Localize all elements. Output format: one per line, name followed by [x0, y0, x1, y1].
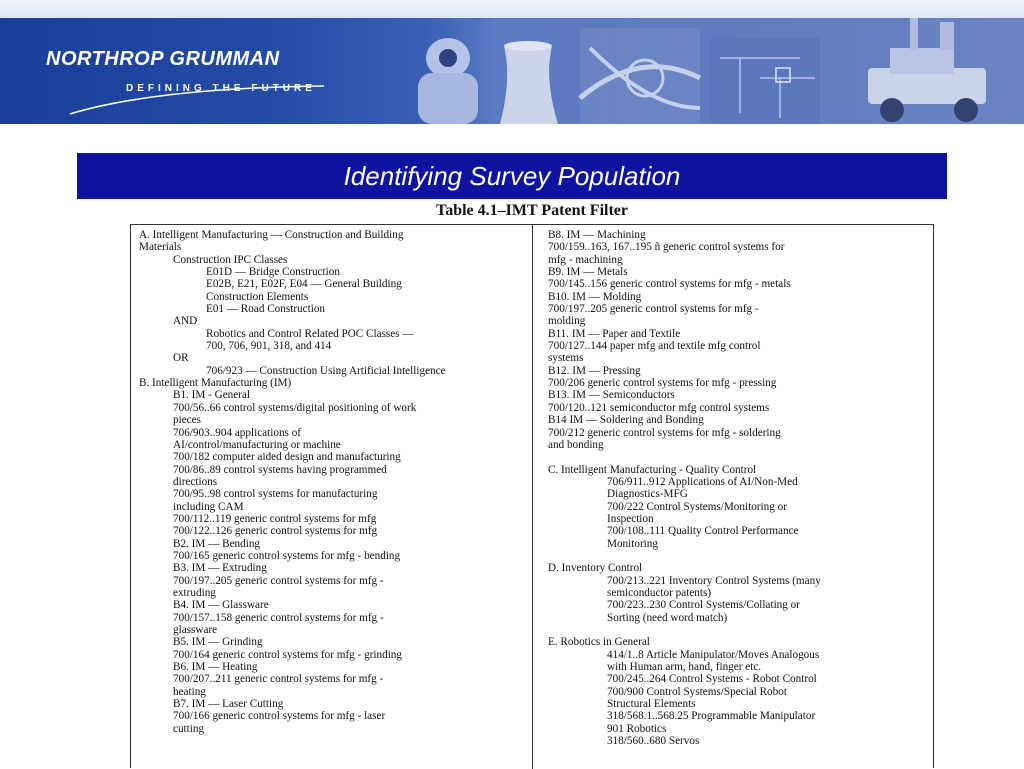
table-line: 700/166 generic control systems for mfg - laser [173, 710, 386, 723]
table-line: cutting [173, 722, 205, 735]
table-line: 700/164 generic control systems for mfg - grinding [173, 648, 402, 661]
table-line: 700/900 Control Systems/Special Robot [607, 685, 787, 698]
table-line: and bonding [548, 438, 604, 451]
table-line: 700/86..89 control systems having programmed [173, 463, 387, 476]
table-line: A. Intelligent Manufacturing — Construction and Building [139, 229, 404, 241]
table-line: E01D — Bridge Construction [206, 266, 340, 279]
table-line: Sorting (need word match) [607, 611, 728, 624]
northrop-grumman-logo [46, 48, 316, 108]
table-line: Materials [139, 241, 182, 254]
table-line: 700/207..211 generic control systems for mfg - [173, 673, 384, 686]
table-line: 700/222 Control Systems/Monitoring or [607, 500, 787, 513]
table-line: Inspection [607, 512, 654, 525]
slide-title-bar [77, 153, 947, 199]
table-line: E02B, E21, E02F, E04 — General Building [206, 278, 402, 291]
table-line: B11. IM — Paper and Textile [548, 327, 681, 340]
table-line: 700/145..156 generic control systems for mfg - metals [548, 278, 791, 291]
table-line: B3. IM — Extruding [173, 562, 267, 575]
table-line: 700, 706, 901, 318, and 414 [206, 340, 332, 353]
left-column [139, 229, 529, 735]
table-line: 700/245..264 Control Systems - Robot Control [607, 673, 817, 686]
table-line: Monitoring [607, 537, 658, 550]
table-line: 700/112..119 generic control systems for mfg [173, 512, 377, 525]
table-line: 700/120..121 semiconductor mfg control systems [548, 401, 770, 414]
table-line: 700/213..221 Inventory Control Systems (many [607, 574, 821, 587]
table-line: 318/560..680 Servos [607, 735, 700, 748]
table-line: 706/903..904 applications of [173, 426, 302, 439]
table-line: glassware [173, 624, 218, 636]
cooling-tower-icon [500, 41, 558, 124]
table-line: 700/165 generic control systems for mfg - bending [173, 549, 401, 562]
table-line: E01 — Road Construction [206, 303, 326, 316]
row-spacer [548, 451, 928, 463]
table-line: 700/182 computer aided design and manufacturing [173, 451, 401, 464]
table-line: 700/157..158 generic control systems for mfg - [173, 611, 384, 624]
table-line: 700/206 generic control systems for mfg - pressing [548, 377, 777, 390]
column-divider [532, 225, 533, 769]
table-line: systems [548, 352, 584, 365]
table-caption: Table 4.1–IMT Patent Filter [436, 202, 628, 219]
table-line: 414/1..8 Article Manipulator/Moves Analogous [607, 648, 820, 661]
table-line: mfg - machining [548, 253, 623, 266]
highway-interchange-icon [580, 28, 700, 124]
table-line: B5. IM — Grinding [173, 636, 263, 649]
table-line: 706/923 — Construction Using Artificial Intelligence [206, 364, 446, 377]
table-line: 700/122..126 generic control systems for mfg [173, 525, 378, 538]
top-strip [0, 0, 1024, 18]
table-line: including CAM [173, 500, 244, 513]
table-line: AND [173, 315, 198, 328]
table-line: 700/127..144 paper mfg and textile mfg control [548, 340, 761, 353]
table-line: 700/159..163, 167..195 ñ generic control systems for [548, 241, 785, 254]
table-line: Construction Elements [206, 290, 309, 303]
table-line: B4. IM — Glassware [173, 599, 269, 612]
table-line: 318/568.1..568.25 Programmable Manipulator [607, 710, 816, 723]
table-line: Construction IPC Classes [173, 253, 288, 266]
table-line: pieces [173, 414, 201, 427]
right-column [548, 229, 928, 747]
table-line: Robotics and Control Related POC Classes — [206, 327, 414, 340]
table-line: 700/108..111 Quality Control Performance [607, 525, 799, 538]
banner-collage-image [400, 18, 1024, 124]
table-line: 901 Robotics [607, 722, 667, 735]
table-line: 700/197..205 generic control systems for mfg - [173, 574, 384, 587]
table-line: Diagnostics-MFG [607, 488, 688, 501]
table-line: B13. IM — Semiconductors [548, 389, 675, 402]
table-line: 706/911..912 Applications of AI/Non-Med [607, 475, 798, 488]
patent-filter-table [130, 224, 934, 768]
table-line: B9. IM — Metals [548, 266, 628, 279]
table-line: 700/56..66 control systems/digital positioning of work [173, 401, 417, 414]
table-line: D. Inventory Control [548, 562, 643, 575]
table-line: B2. IM — Bending [173, 537, 261, 550]
table-line: B10. IM — Molding [548, 290, 642, 303]
table-line: molding [548, 315, 586, 328]
table-line: B14 IM — Soldering and Bonding [548, 414, 704, 427]
table-line: OR [173, 352, 189, 365]
table-line: B1. IM - General [173, 389, 251, 402]
table-line: 700/223..230 Control Systems/Collating or [607, 599, 800, 612]
table-line: B8. IM — Machining [548, 229, 646, 241]
table-line: B12. IM — Pressing [548, 364, 641, 377]
table-line: extruding [173, 586, 216, 599]
row-spacer [548, 550, 928, 562]
table-line: B. Intelligent Manufacturing (IM) [139, 377, 292, 390]
table-line: E. Robotics in General [548, 636, 650, 649]
table-line: C. Intelligent Manufacturing - Quality Control [548, 463, 757, 476]
logo-wordmark: NORTHROP GRUMMAN [46, 48, 280, 70]
table-line: AI/control/manufacturing or machine [173, 438, 341, 451]
table-line: with Human arm, hand, finger etc. [607, 661, 762, 674]
table-line: B7. IM — Laser Cutting [173, 698, 284, 711]
table-line: directions [173, 475, 218, 488]
header-banner [0, 18, 1024, 124]
row-spacer [548, 624, 928, 636]
table-line: semiconductor patents) [607, 586, 712, 599]
table-line: Structural Elements [607, 698, 696, 711]
table-line: 700/212 generic control systems for mfg - soldering [548, 426, 781, 439]
table-line: 700/197..205 generic control systems for mfg - [548, 303, 759, 316]
slide-title: Identifying Survey Population [343, 160, 681, 191]
table-line: B6. IM — Heating [173, 661, 258, 674]
logo-tagline: DEFINING THE FUTURE [126, 83, 316, 94]
table-line: heating [173, 685, 206, 698]
table-line: 700/95..98 control systems for manufacturing [173, 488, 378, 501]
circuit-board-icon [710, 38, 820, 124]
